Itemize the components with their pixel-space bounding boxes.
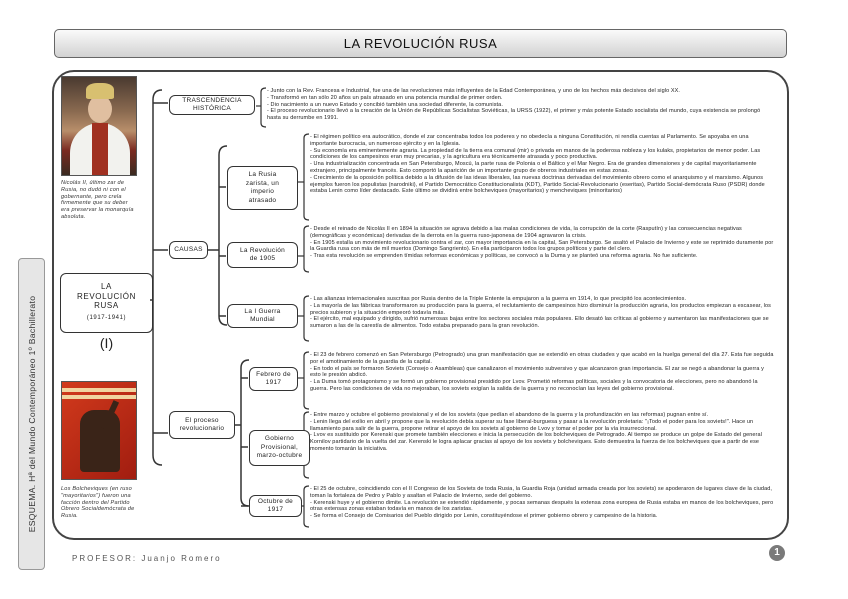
zarista-point: - Una industrialización concentrada en San Petersburgo, Moscú, la parte rusa de Polonia o el Báltico y el Mar Negro. Era de grandes dimensiones y de capital mayoritariamente extranjero, principalmente francés. Esto comportó la aparición de un importante grupo de obreros industriales en estas zonas.: [310, 161, 757, 174]
r1905-point: - Tras esta revolución se emprenden tímidas reformas económicas y políticas, se convocó a la Duma y se planteó una reforma agraria. No fue suficiente.: [310, 253, 698, 260]
gobierno-provisional-text: [310, 412, 775, 453]
guerra-mundial-text: [310, 296, 775, 330]
revolucion-1905-text: [310, 226, 775, 260]
febrero-point: - La Duma tomó protagonismo y se formó un gobierno provisional presidido por Lvov. Prometió reformas políticas, sociales y la convocatoria de elecciones, pero no abandonó la guerra. Pero las condiciones de vida no mejoraban, los soviets exigían la salida de la guerra y no reconocían las leyes del gobierno provisional.: [310, 379, 758, 392]
bolshevik-poster-image: [61, 381, 137, 480]
octubre-point: - Se forma el Consejo de Comisarios del Pueblo dirigido por Lenin, constituyéndose el primer gobierno obrero y campesino de la historia.: [310, 513, 658, 520]
febrero-text: [310, 352, 775, 393]
nicolas-ii-portrait: [61, 76, 137, 176]
octubre-1917-box: [249, 495, 302, 517]
octubre-label: Octubre de 1917: [257, 497, 294, 513]
trascendencia-label: TRASCENDENCIA HISTÓRICA: [182, 96, 242, 112]
gobierno-provisional-box: [249, 430, 310, 466]
zarista-point: - Crecimiento de la oposición política debido a la difusión de las ideas liberales, las nuevas doctrinas derivadas del movimiento obrero como el anarquismo y el marxismo. Algunos ejemplos fueron los populistas (narodniki), el Partido Democrático Constitucionalista (KDT), Partido Social-Revolucionario (eseritas), Partido Social-demócrata Ruso (PSDR) donde estaba Lenin como líder destacado. Este último se dividirá entre bolcheviques (mayoritarios) y mencheviques (minoritarios): [310, 174, 765, 195]
octubre-text: [310, 486, 775, 520]
rusia-zarista-box: [227, 166, 298, 210]
guerra-mundial-box: [227, 304, 298, 328]
febrero-point: - El 23 de febrero comenzó en San Petersburgo (Petrogrado) una gran manifestación que se extendió en otras ciudades y que acabó en la huelga general del día 27. Esta fue seguida por el amotinamiento de la guardia de la capital.: [310, 352, 774, 365]
nicolas-caption: Nicolás II, último zar de Rusia, no dudó ni con el gobernante, pero crela firmemente que su deber era preservar la monarquía absoluta.: [61, 180, 134, 220]
page-title: LA REVOLUCIÓN RUSA: [343, 36, 498, 51]
guerra-point: - Las alianzas internacionales suscritas por Rusia dentro de la Triple Entente la empujaron a la guerra en 1914, lo que precipitó los acontecimientos.: [310, 296, 687, 302]
r1905-point: - En 1905 estalla un movimiento revolucionario contra el zar, con mayor importancia en la capital, San Petersburgo. Se asaltó el Palacio de Invierno y este se reprimido duramente por la Guardia rusa con más de mil muertos (Domingo Sangriento). En ella participaron todos los grupos políticos y parte del clero.: [310, 239, 774, 253]
causas-label: CAUSAS: [174, 245, 203, 253]
proceso-revolucionario-box: [169, 411, 235, 439]
guerra-point: - La mayoría de las fábricas transformaron su producción para la guerra, el reclutamiento de campesinos hizo disminuir la producción agraria, los productos empiezan a escasear, los precios subieron y la situación empeoró todavía más.: [310, 302, 771, 316]
gobierno-point: - Entre marzo y octubre el gobierno provisional y el de los soviets (que pedían el abandono de la guerra y la profundización en las reformas) pugnan entre sí.: [310, 412, 709, 418]
zarista-point: - Su economía era eminentemente agraria. La propiedad de la tierra era comunal (mir) o privada en manos de la poderosa nobleza y los kulaks, propietarios de menor poder. Las condiciones de los campesinos eran muy precarias, y la agricultura era técnicamente atrasada y poco productiva.: [310, 147, 761, 161]
main-line3: RUSA: [94, 301, 119, 310]
main-line2: REVOLUCIÓN: [77, 291, 136, 301]
proceso-label: El proceso revolucionario: [179, 416, 225, 432]
octubre-point: - El 25 de octubre, coincidiendo con el II Congreso de los Soviets de toda Rusia, la Guardia Roja (unidad armada creada por los soviets) se apoderaron de lugares clave de la ciudad, toman la fortaleza de Pedro y Pablo y asaltan el Palacio de Invierno, sede del gobierno.: [310, 486, 773, 499]
part-number: (I): [99, 335, 114, 351]
trascendencia-point: - Transformó en tan sólo 20 años un país atrasado en una potencia mundial de primer orden.: [267, 94, 503, 101]
trascendencia-point: - El proceso revolucionario llevó a la creación de la Unión de Repúblicas Socialistas Soviéticas, la URSS (1922), el primer y más potente Estado socialista del mundo, cuya existencia se prolongó hasta su derrumbe en 1991.: [267, 108, 761, 122]
revolucion-1905-label: La Revolución de 1905: [239, 246, 286, 262]
guerra-mundial-label: La I Guerra Mundial: [244, 307, 281, 323]
revolucion-1905-box: [227, 242, 298, 268]
main-topic-box: [60, 273, 153, 333]
page-number: 1: [769, 545, 785, 561]
febrero-1917-box: [249, 367, 298, 391]
octubre-point: - Kerenski huye y el gobierno dimite. La revolución se extendió rápidamente, y pocas semanas después la extensa zona europea de Rusia estaba en manos de los bolcheviques, pero otras extensas zonas estaban todavía en manos de los zaristas.: [310, 499, 774, 513]
gobierno-provisional-label: Gobierno Provisional, marzo-octubre: [256, 435, 303, 460]
febrero-point: - En todo el país se formaron Soviets (Consejo o Asambleas) que canalizaron el movimiento subversivo y que alcanzaron gran importancia. El zar se negó a abandonar la guerra y esto le presión abdicó.: [310, 365, 764, 379]
main-line1: LA: [101, 282, 112, 291]
zarista-point: - El régimen político era autocrático, donde el zar concentraba todos los poderes y no obedecía a ninguna Constitución, ni rendía cuentas al Parlamento. Se apoyaba en una importante burocracia, un numeroso ejército y en la Iglesia.: [310, 134, 749, 147]
side-label: ESQUEMA. Hª del Mundo Contemporáneo 1º Bachillerato: [26, 295, 37, 533]
gobierno-point: - Lenin llega del exilio en abril y propone que la revolución debía superar su fase liberal-burguesa y pasar a la revolución proletaria: "¡Todo el poder para los soviets!". Hace un llamamiento para salir de la guerra, propone retirar el apoyo de los soviets al gobierno de Lvov y tomar el poder por la vía insurreccional.: [310, 418, 754, 432]
zarista-text: [310, 134, 775, 195]
trascendencia-text: [267, 88, 772, 122]
bolcheviques-caption: Los Bolcheviques (en ruso "mayoritarios") fueron una facción dentro del Partido Obrero Socialdemócrata de Rusia.: [61, 486, 135, 520]
rusia-zarista-label: La Rusia zarista, un imperio atrasado: [245, 171, 280, 204]
causas-box: [169, 241, 208, 259]
gobierno-point: - Lvov es sustituido por Kerenski que promete también elecciones e inicia la persecución de los bolcheviques de Petrogrado. Al tiempo se produce un golpe de Estado del general Kornilov partidario de la vuelta del zar. Kerenski le logra aplacar gracias al apoyo de los soviets y bolcheviques. Esto demuestra la fuerza de los bolcheviques que a partir de ese momento tomarán la iniciativa.: [310, 432, 762, 452]
r1905-point: - Desde el reinado de Nicolás II en 1894 la situación se agrava debido a las malas condiciones de vida, la corrupción de la corte (Rasputín) y las consecuencias negativas (demográficas y económicas) derivadas de la derrota en la guerra ruso-japonesa de 1904 agravaron la crisis.: [310, 226, 742, 239]
trascendencia-point: - Dio nacimiento a un nuevo Estado y concibió también una sociedad diferente, la comunista.: [267, 101, 503, 108]
footer-author: PROFESOR: Juanjo Romero: [72, 554, 222, 563]
main-years: (1917-1941): [86, 314, 127, 321]
trascendencia-point: - Junto con la Rev. Francesa e Industrial, fue una de las revoluciones más influyentes de la Edad Contemporánea, y uno de los hechos más decisivos del siglo XX.: [267, 88, 681, 94]
trascendencia-box: [169, 95, 255, 115]
febrero-label: Febrero de 1917: [256, 370, 291, 386]
guerra-point: - El ejército, mal equipado y dirigido, sufrió numerosas bajas entre los sectores sociales más populares. Ello desató las críticas al gobierno y aumentaron las manifestaciones que se sumaron a las de la carestía de alimentos. Todo estaba preparado para la gran revolución.: [310, 316, 769, 330]
